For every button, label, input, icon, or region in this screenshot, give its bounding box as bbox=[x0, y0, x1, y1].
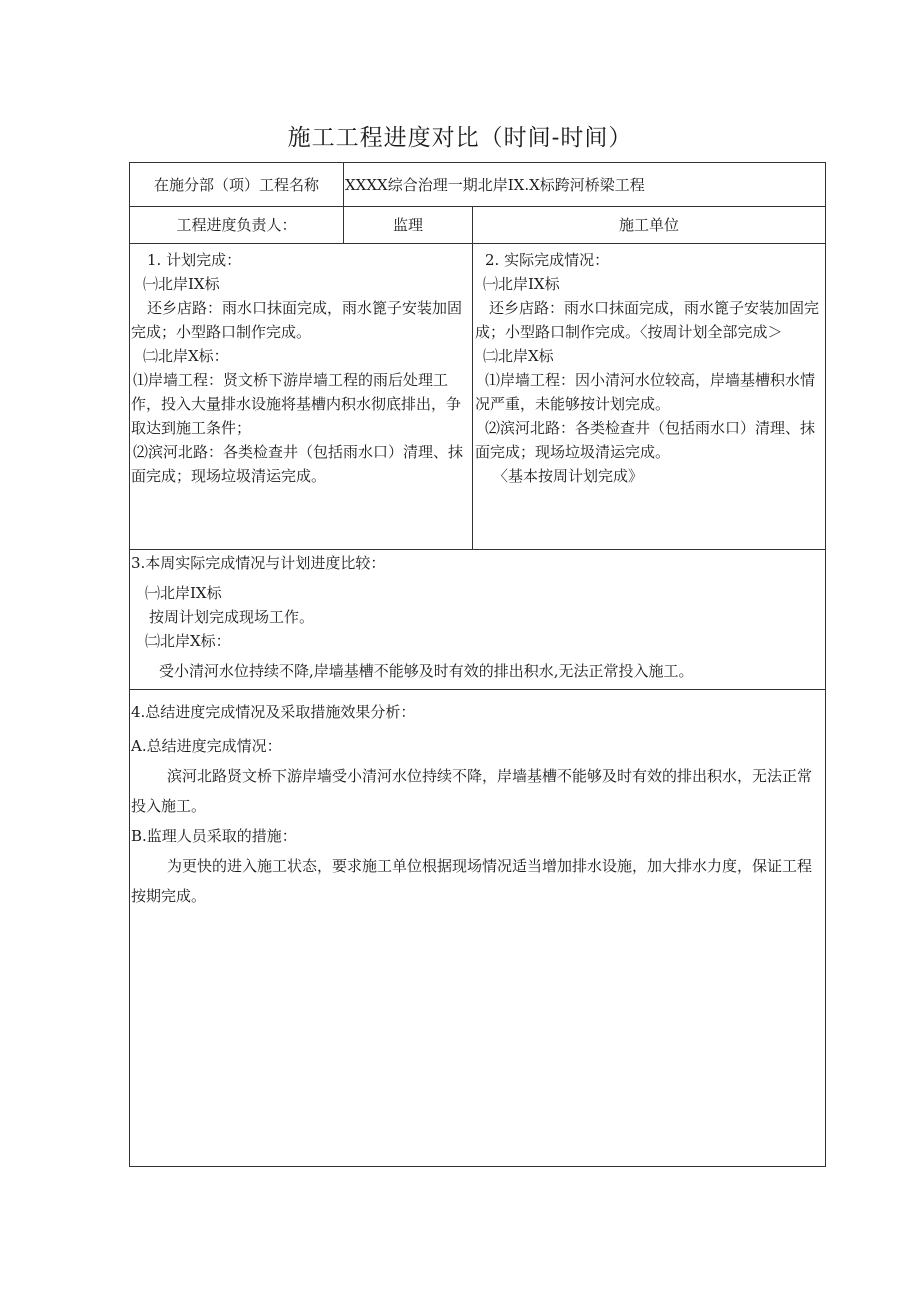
project-name-value bbox=[345, 163, 825, 206]
contractor-header-text: 施工单位 bbox=[618, 216, 679, 234]
planned-line: ㈠北岸IX标 bbox=[143, 275, 220, 293]
project-name-label-text: 在施分部（项）工程名称 bbox=[153, 175, 319, 194]
planned-section bbox=[131, 248, 471, 548]
project-name-label bbox=[130, 163, 343, 206]
actual-line: ⑵滨河北路：各类检查井（包括雨水口）清理、抹面完成；现场垃圾清运完成。 bbox=[475, 419, 816, 461]
table-row-divider-4 bbox=[129, 689, 826, 690]
planned-line: 还乡店路：雨水口抹面完成，雨水篦子安装加固完成；小型路口制作完成。 bbox=[131, 299, 463, 341]
summary-heading: 4.总结进度完成情况及采取措施效果分析： bbox=[131, 703, 416, 721]
table-border-left bbox=[129, 162, 130, 1167]
summary-a-text: 滨河北路贤文桥下游岸墙受小清河水位持续不降，岸墙基槽不能够及时有效的排出积水，无法正常投入施工。 bbox=[131, 767, 813, 815]
actual-line: ⑴岸墙工程：因小清河水位较高，岸墙基槽积水情况严重，未能够按计划完成。 bbox=[475, 371, 816, 413]
summary-a-heading: A.总结进度完成情况： bbox=[131, 737, 282, 755]
comparison-line: ㈠北岸IX标 bbox=[145, 584, 222, 602]
comparison-heading: 3.本周实际完成情况与计划进度比较： bbox=[131, 554, 386, 572]
table-border-bottom bbox=[129, 1166, 826, 1167]
planned-heading: 1. 计划完成： bbox=[147, 251, 242, 269]
table-border-right bbox=[825, 162, 826, 1167]
actual-line: 还乡店路：雨水口抹面完成，雨水篦子安装加固完成；小型路口制作完成。〈按周计划全部完成＞ bbox=[475, 299, 820, 341]
planned-line: ㈡北岸X标： bbox=[143, 347, 229, 365]
progress-owner-label bbox=[130, 207, 343, 243]
comparison-line: 受小清河水位持续不降,岸墙基槽不能够及时有效的排出积水,无法正常投入施工。 bbox=[159, 662, 694, 680]
actual-line: 〈基本按周计划完成》 bbox=[493, 467, 644, 485]
actual-line: ㈠北岸IX标 bbox=[483, 275, 560, 293]
actual-section bbox=[475, 248, 824, 548]
summary-section bbox=[131, 697, 824, 1165]
table-row-divider-3 bbox=[129, 549, 826, 550]
page-title: 施工工程进度对比（时间-时间） bbox=[287, 125, 633, 151]
comparison-line: ㈡北岸X标： bbox=[145, 632, 231, 650]
table-col-divider-2 bbox=[472, 206, 473, 550]
contractor-header bbox=[473, 207, 825, 243]
supervisor-header bbox=[344, 207, 472, 243]
planned-line: ⑵滨河北路：各类检查井（包括雨水口）清理、抹面完成；现场垃圾清运完成。 bbox=[131, 443, 464, 485]
table-row-divider-2 bbox=[129, 243, 826, 244]
summary-b-heading: B.监理人员采取的措施： bbox=[131, 827, 297, 845]
actual-heading: 2. 实际完成情况： bbox=[485, 251, 610, 269]
comparison-line: 按周计划完成现场工作。 bbox=[149, 608, 315, 626]
project-name-value-text: XXXX综合治理一期北岸IX.X标跨河桥梁工程 bbox=[345, 175, 645, 194]
progress-owner-label-text: 工程进度负责人： bbox=[176, 216, 297, 234]
actual-line: ㈡北岸X标 bbox=[483, 347, 554, 365]
summary-b-text: 为更快的进入施工状态，要求施工单位根据现场情况适当增加排水设施，加大排水力度，保证工程按期完成。 bbox=[131, 857, 813, 905]
planned-line: ⑴岸墙工程：贤文桥下游岸墙工程的雨后处理工作，投入大量排水设施将基槽内积水彻底排出，争取达到施工条件； bbox=[131, 371, 462, 437]
comparison-section bbox=[131, 551, 824, 688]
supervisor-header-text: 监理 bbox=[392, 216, 423, 234]
